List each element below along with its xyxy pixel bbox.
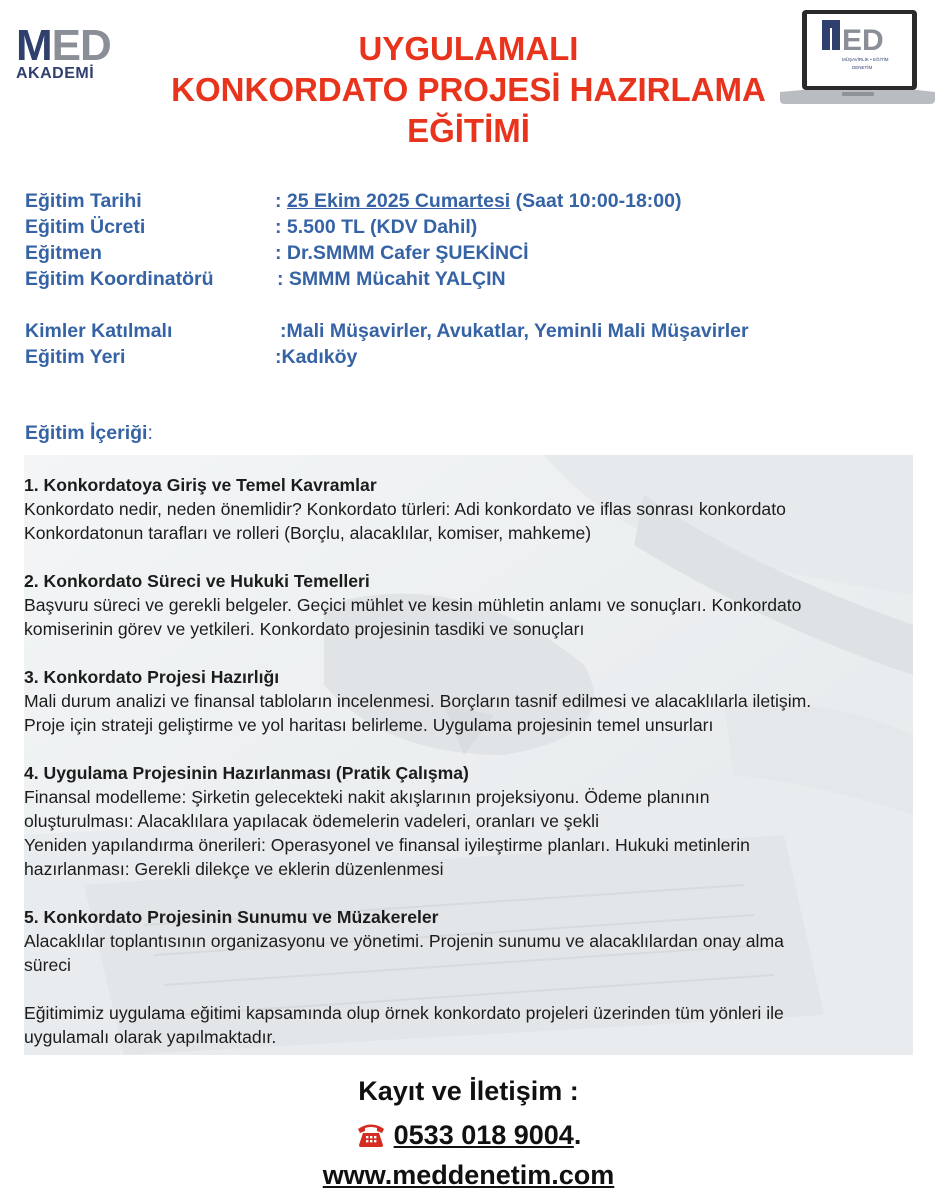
section-line: Konkordato nedir, neden önemlidir? Konkordato türleri: Adi konkordato ve iflas sonrası konkordato (24, 499, 786, 519)
title-line-2: KONKORDATO PROJESİ HAZIRLAMA (171, 71, 766, 108)
info-colon: : (275, 216, 287, 238)
info-label: Kimler Katılmalı (25, 320, 173, 342)
info-label: Eğitim Ücreti (25, 216, 146, 238)
section-line: Finansal modelleme: Şirketin gelecekteki nakit akışlarının projeksiyonu. Ödeme planının (24, 787, 710, 807)
section-3 (24, 665, 913, 737)
info-label: Eğitim Tarihi (25, 190, 142, 212)
title-line-3: EĞİTİMİ (407, 112, 530, 149)
phone-period: . (573, 1120, 582, 1150)
content-heading-text: Eğitim İçeriği (25, 422, 148, 444)
telephone-icon (356, 1120, 386, 1157)
content-box (24, 455, 913, 1055)
section-heading: 4. Uygulama Projesinin Hazırlanması (Pratik Çalışma) (24, 763, 469, 783)
section-line: hazırlanması: Gerekli dilekçe ve eklerin düzenlenmesi (24, 859, 444, 879)
section-line: Konkordatonun tarafları ve rolleri (Borçlu, alacaklılar, komiser, mahkeme) (24, 523, 592, 543)
title-line-1: UYGULAMALI (358, 30, 579, 67)
closing-line: uygulamalı olarak yapılmaktadır. (24, 1027, 277, 1047)
website-link[interactable]: www.meddenetim.com (322, 1160, 615, 1190)
closing-note (24, 1001, 913, 1049)
section-heading: 1. Konkordatoya Giriş ve Temel Kavramlar (24, 475, 377, 495)
section-heading: 3. Konkordato Projesi Hazırlığı (24, 667, 280, 687)
phone-number-link[interactable]: 0533 018 9004 (393, 1120, 574, 1150)
content-heading (25, 422, 153, 445)
content-text (24, 473, 913, 1055)
info-value: Kadıköy (281, 346, 358, 368)
section-line: Alacaklılar toplantısının organizasyonu ve yönetimi. Projenin sunumu ve alacaklılardan onay alma (24, 931, 784, 951)
section-line: süreci (24, 955, 71, 975)
logo-ed-letters: ED (51, 21, 111, 70)
info-colon: : (277, 268, 289, 290)
section-5 (24, 905, 913, 977)
info-colon: : (275, 242, 287, 264)
info-value: SMMM Mücahit YALÇIN (288, 268, 506, 290)
logo-m-letter: M (16, 21, 52, 70)
info-value: 5.500 TL (KDV Dahil) (286, 216, 478, 238)
info-value: (Saat 10:00-18:00) (510, 190, 682, 212)
info-value: Dr.SMMM Cafer ŞUEKİNCİ (286, 242, 529, 264)
info-label: Eğitim Koordinatörü (25, 268, 214, 290)
closing-line: Eğitimimiz uygulama eğitimi kapsamında olup örnek konkordato projeleri üzerinden tüm yönleri ile (24, 1003, 784, 1023)
info-colon: : (280, 320, 287, 342)
section-line: Yeniden yapılandırma önerileri: Operasyonel ve finansal iyileştirme planları. Hukuki metinlerin (24, 835, 750, 855)
info-colon: : (275, 346, 282, 368)
section-line: komiserinin görev ve yetkileri. Konkordato projesinin tasdiki ve sonuçları (24, 619, 585, 639)
info-label: Eğitim Yeri (25, 346, 126, 368)
info-value: Mali Müşavirler, Avukatlar, Yeminli Mali Müşavirler (286, 320, 749, 342)
info-label: Eğitmen (25, 242, 102, 264)
section-heading: 5. Konkordato Projesinin Sunumu ve Müzakereler (24, 907, 439, 927)
info-date-link: 25 Ekim 2025 Cumartesi (286, 190, 511, 212)
section-2 (24, 569, 913, 641)
logo-akademi-text: AKADEMİ (16, 65, 95, 82)
section-1 (24, 473, 913, 545)
phone-line (0, 1117, 937, 1157)
info-colon: : (275, 190, 287, 212)
laptop-screen-ed-text: ED (842, 24, 884, 57)
section-line: Proje için strateji geliştirme ve yol haritası belirleme. Uygulama projesinin temel unsurları (24, 715, 714, 735)
section-4 (24, 761, 913, 881)
section-heading: 2. Konkordato Süreci ve Hukuki Temelleri (24, 571, 370, 591)
page-title (0, 28, 937, 151)
laptop-screen-tagline-2: DENETİM (852, 65, 873, 70)
section-line: Mali durum analizi ve finansal tabloların incelenmesi. Borçların tasnif edilmesi ve alacaklılarla iletişim. (24, 691, 812, 711)
content-heading-colon: : (147, 422, 153, 444)
section-line: oluşturulması: Alacaklılara yapılacak ödemelerin vadeleri, oranları ve şekli (24, 811, 600, 831)
laptop-screen-tagline-1: MÜŞAVİRLİK • EĞİTİM (842, 57, 889, 62)
website-line (0, 1157, 937, 1193)
section-line: Başvuru süreci ve gerekli belgeler. Geçici mühlet ve kesin mühletin anlamı ve sonuçları. Konkordato (24, 595, 802, 615)
contact-title: Kayıt ve İletişim : (358, 1076, 579, 1106)
